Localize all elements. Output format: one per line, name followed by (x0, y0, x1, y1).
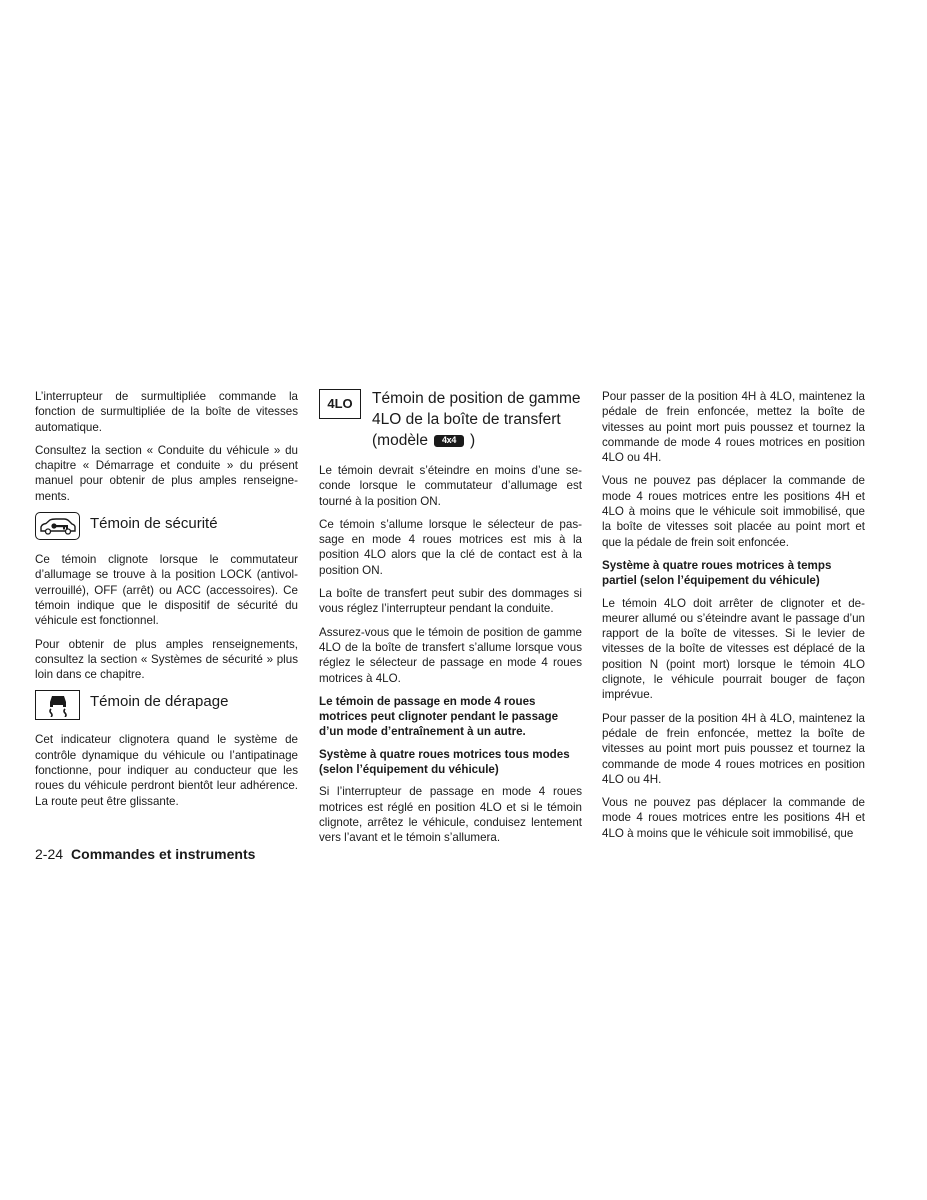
paragraph: Cet indicateur clignotera quand le système de contrôle dynamique du véhicule ou l’antipatinage fonctionne, pour indiquer au conducteur que les roues du véhicule perdront bientôt leur adhérence. La route peut être glissante. (35, 733, 298, 808)
paragraph: Le témoin devrait s’éteindre en moins d’une seconde lorsque le commutateur d’allumage est tourné à la position ON. (319, 464, 582, 508)
column-middle (319, 389, 582, 854)
section-title: Témoin de sécurité (90, 515, 218, 533)
section-name: Commandes et instruments (71, 846, 256, 862)
paragraph: Pour passer de la position 4H à 4LO, maintenez la pédale de frein enfoncée, mettez la boîte de vitesses au point mort puis poussez et tournez la commande de mode 4 roues motrices en position 4LO ou 4H. (602, 390, 865, 465)
section-title (372, 388, 582, 451)
4x4-badge-icon: 4x4 (434, 435, 464, 447)
column-right (602, 389, 865, 849)
paragraph: Pour obtenir de plus amples renseignements, consultez la section « Systèmes de sécurité » plus loin dans ce chapitre. (35, 637, 298, 682)
paragraph: Vous ne pouvez pas déplacer la commande de mode 4 roues motrices entre les positions 4H et 4LO à moins que le véhicule soit immobilisé, que (602, 796, 865, 840)
paragraph: Pour passer de la position 4H à 4LO, maintenez la pédale de frein enfoncée, mettez la boîte de vitesses au point mort puis poussez et tournez la commande de mode 4 roues motrices en position 4LO ou 4H. (602, 711, 865, 786)
paragraph: Ce témoin s’allume lorsque le sélecteur de passage en mode 4 roues motrices est mis à la position 4LO alors que la clé de contact est à la position ON. (319, 517, 582, 577)
paragraph: Si l’interrupteur de passage en mode 4 roues motrices est réglé en position 4LO et si le témoin clignote, arrêtez le véhicule, conduisez lentement vers l’avant et le témoin s’allumera. (319, 785, 582, 845)
4lo-indicator-icon (319, 389, 361, 419)
slip-indicator-heading (35, 690, 298, 720)
paragraph: Assurez-vous que le témoin de position de gamme 4LO de la boîte de transfert s’allume lorsque vous réglez le sélecteur de passage en mode 4 roues motrices à 4LO. (319, 625, 582, 685)
title-close: ) (470, 432, 476, 449)
column-left (35, 389, 298, 817)
car-key-icon (35, 512, 80, 540)
page-footer (35, 846, 255, 862)
page-number: 2-24 (35, 846, 64, 862)
security-indicator-heading (35, 512, 298, 540)
paragraph: Vous ne pouvez pas déplacer la commande de mode 4 roues motrices entre les positions 4H et 4LO à moins que le véhicule soit immobilisé, que la boîte de vitesses soit placée au point mort et que la pédale de frein soit enfoncée. (602, 474, 865, 549)
paragraph: La boîte de transfert peut subir des dommages si vous réglez l’interrupteur pendant la conduite. (319, 587, 582, 616)
skid-car-icon (35, 690, 80, 720)
section-title: Témoin de dérapage (90, 693, 229, 711)
warning-paragraph: Le témoin de passage en mode 4 roues motrices peut clignoter pendant le passage d’un mode d’entraînement à un autre. (319, 694, 559, 739)
paragraph: Ce témoin clignote lorsque le commutateur d’allumage se trouve à la position LOCK (antivolverrouillé), OFF (arrêt) ou ACC (accessoires). Ce témoin indique que le dispositif de sécurité du véhicule est fonctionnel. (35, 553, 298, 628)
title-text: Témoin de position de gamme 4LO de la boîte de transfert (modèle (372, 390, 581, 449)
4lo-icon-label: 4LO (327, 396, 353, 412)
paragraph: L’interrupteur de surmultipliée commande la fonction de surmultipliée de la boîte de vitesses automatique. (35, 390, 298, 434)
paragraph: Le témoin 4LO doit arrêter de clignoter et demeurer allumé ou s’éteindre avant le passage d’un rapport de la boîte de vitesses. Si le levier de vitesses de la boîte de vitesses est déplacé de la position N (point mort) lorsque le témoin 4LO clignote, le véhicule pourrait bouger de façon imprévue. (602, 596, 865, 702)
4lo-indicator-heading (319, 389, 582, 451)
paragraph: Consultez la section « Conduite du véhicule » du chapitre « Démarrage et conduite » du présent manuel pour obtenir de plus amples renseignements. (35, 443, 298, 503)
sub-heading: Système à quatre roues motrices à temps partiel (selon l’équipement du véhicule) (602, 558, 832, 588)
sub-heading: Système à quatre roues motrices tous modes (selon l’équipement du véhicule) (319, 747, 570, 777)
